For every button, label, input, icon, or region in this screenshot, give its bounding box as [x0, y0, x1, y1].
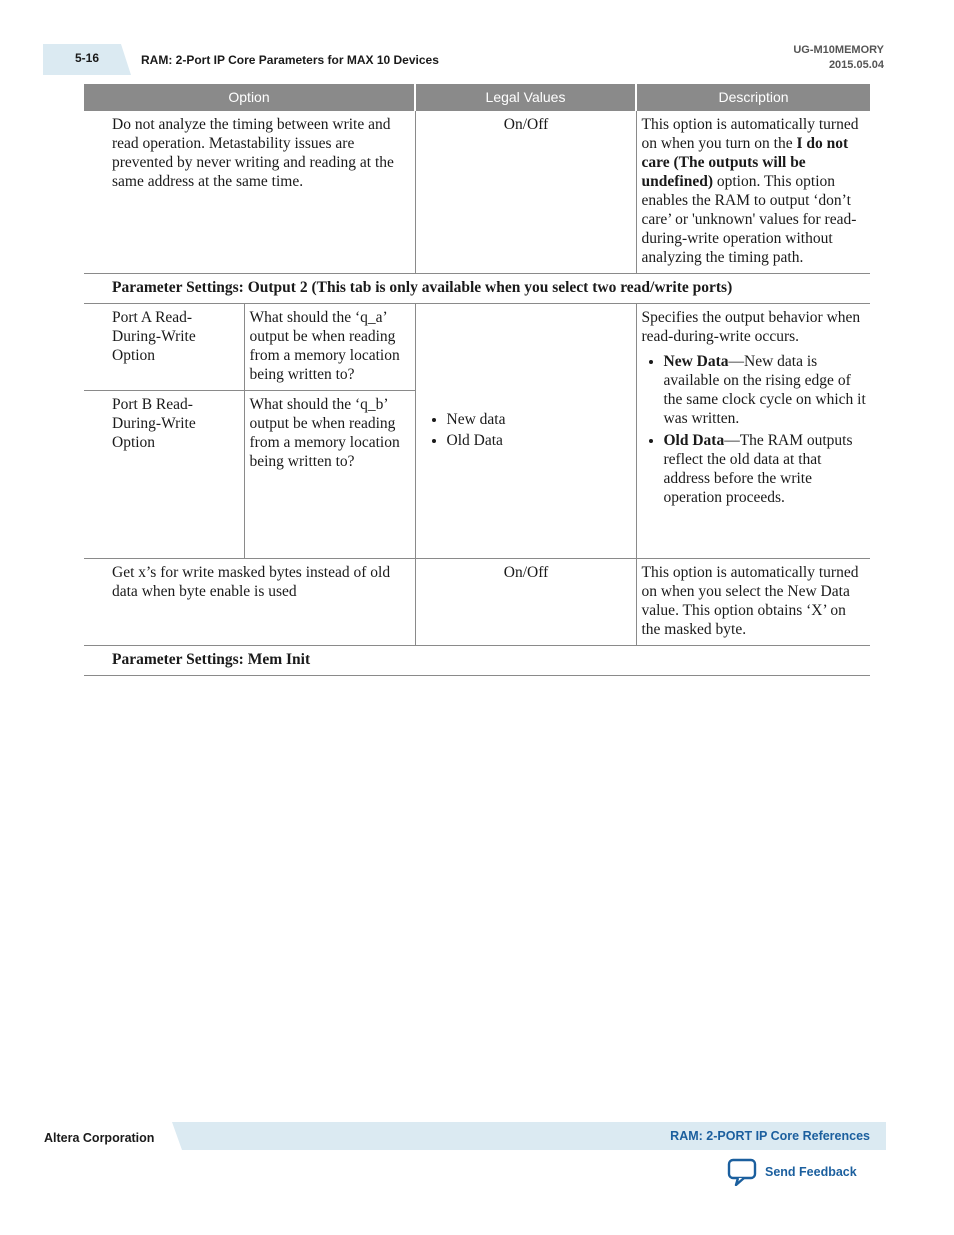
description-list: [642, 352, 867, 507]
column-header-option: Option: [84, 84, 415, 111]
speech-bubble-icon: [727, 1158, 757, 1186]
list-item: • Old Data: [447, 431, 632, 450]
section-heading-mem-init: Parameter Settings: Mem Init: [84, 646, 870, 676]
legal-values-list: [421, 410, 632, 450]
option-cell: Port A Read-During-Write Option: [84, 304, 244, 391]
description-cell: [636, 304, 870, 559]
description-text: option. This option enables the RAM to output ‘don’t care’ or 'unknown' values for read-during-write operation without analyzing the timing path.: [641, 173, 857, 266]
legal-value-cell: On/Off: [415, 559, 636, 646]
option-reference: I do not care (The outputs will be undefined): [641, 135, 849, 190]
term: Old Data: [663, 432, 725, 449]
term-description: —The RAM outputs reflect the old data at that address before the write operation proceeds.: [663, 432, 853, 506]
page-number: 5-16: [75, 51, 100, 65]
option-cell: Do not analyze the timing between write and read operation. Metastability issues are prevented by never writing and reading at the same address at the same time.: [84, 111, 415, 274]
list-item: • New data: [447, 410, 632, 429]
list-item: [664, 431, 867, 507]
table-row: [84, 559, 870, 646]
option-question-cell: What should the ‘q_a’ output be when reading from a memory location being written to?: [244, 304, 415, 391]
section-heading-output-2: Parameter Settings: Output 2 (This tab is only available when you select two read/write ports): [84, 274, 870, 304]
legal-value-cell: On/Off: [415, 111, 636, 274]
doc-id: UG-M10MEMORY: [793, 44, 884, 56]
column-header-legal-values: Legal Values: [415, 84, 636, 111]
table-row: [84, 111, 870, 274]
option-question-cell: What should the ‘q_b’ output be when reading from a memory location being written to?: [244, 391, 415, 559]
term-description: —New data is available on the rising edge of the same clock cycle on which it was written.: [663, 353, 866, 427]
parameters-table: [84, 84, 870, 676]
description-cell: This option is automatically turned on when you select the New Data value. This option obtains ‘X’ on the masked byte.: [636, 559, 870, 646]
legal-values-cell: [415, 304, 636, 559]
table-row: [84, 304, 870, 391]
send-feedback-label[interactable]: Send Feedback: [765, 1165, 857, 1179]
doc-id-block: [793, 43, 884, 73]
option-cell: Get x’s for write masked bytes instead of old data when byte enable is used: [84, 559, 415, 646]
list-item: [664, 352, 867, 428]
table-header-row: [84, 84, 870, 111]
column-header-description: Description: [636, 84, 870, 111]
term: New Data: [663, 353, 729, 370]
footer-company: Altera Corporation: [44, 1131, 155, 1145]
send-feedback-link[interactable]: [727, 1158, 857, 1186]
section-row: [84, 274, 870, 304]
description-text: This option is automatically turned on when you turn on the: [641, 116, 859, 152]
footer-chapter-link[interactable]: RAM: 2-PORT IP Core References: [670, 1129, 870, 1143]
description-cell: [636, 111, 870, 274]
section-row: [84, 646, 870, 676]
option-cell: Port B Read-During-Write Option: [84, 391, 244, 559]
description-intro: Specifies the output behavior when read-during-write occurs.: [641, 309, 861, 345]
page-header-title: RAM: 2-Port IP Core Parameters for MAX 10 Devices: [141, 53, 439, 67]
doc-date: 2015.05.04: [828, 59, 884, 71]
